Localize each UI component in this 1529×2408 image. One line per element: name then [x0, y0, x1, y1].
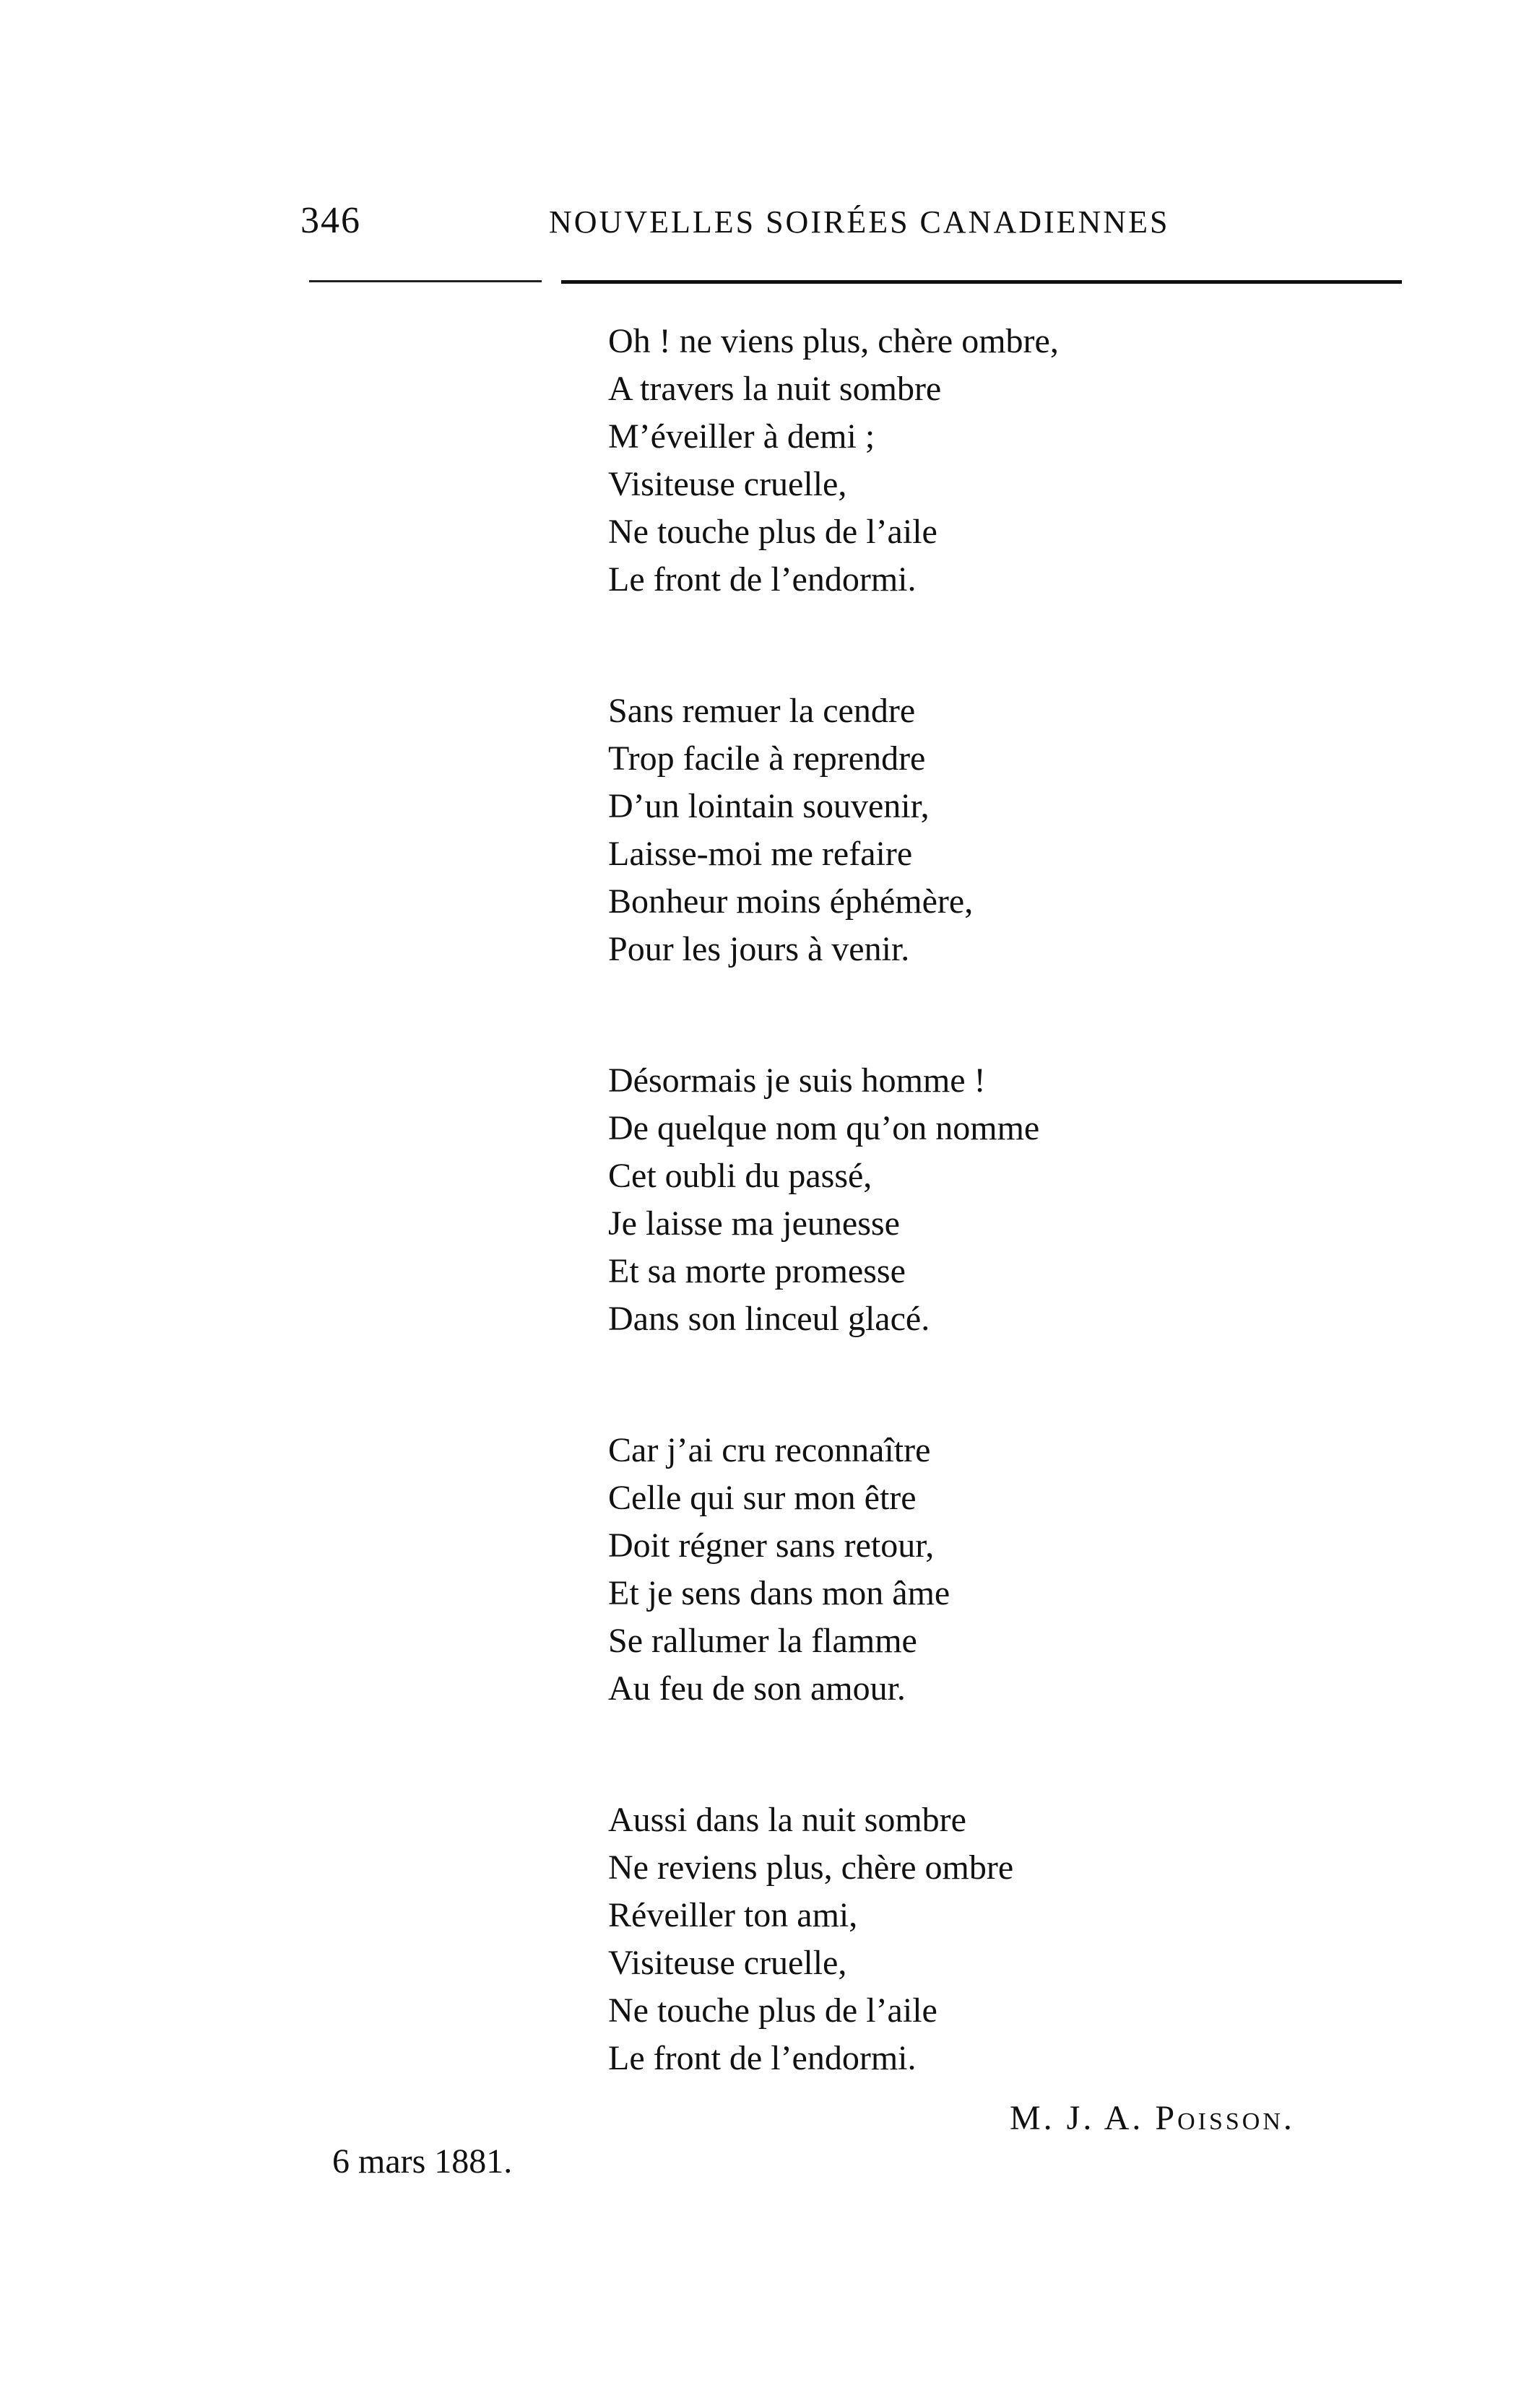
author-surname: Poisson.	[1155, 2099, 1295, 2137]
verse-line: Aussi dans la nuit sombre	[608, 1801, 966, 1839]
verse-line: Sans remuer la cendre	[608, 692, 916, 730]
author-initials: M. J. A.	[1010, 2099, 1144, 2137]
verse-line: Le front de l’endormi.	[608, 2039, 917, 2077]
verse-line: Je laisse ma jeunesse	[608, 1204, 900, 1243]
author-signature	[1010, 2097, 1295, 2140]
verse-line: Désormais je suis homme !	[608, 1061, 986, 1100]
verse-line: Laisse-moi me refaire	[608, 835, 913, 873]
verse-line: Dans son linceul glacé.	[608, 1300, 930, 1338]
verse-line: Visiteuse cruelle,	[608, 465, 847, 503]
stanza-5	[608, 1796, 1403, 2082]
verse-line: Trop facile à reprendre	[608, 739, 926, 778]
header-rule-right	[561, 280, 1402, 284]
verse-line: Pour les jours à venir.	[608, 930, 910, 968]
verse-line: M’éveiller à demi ;	[608, 417, 875, 456]
page-header	[0, 199, 1529, 257]
verse-line: Bonheur moins éphémère,	[608, 882, 974, 921]
stanza-3	[608, 1057, 1403, 1343]
verse-line: Doit régner sans retour,	[608, 1526, 935, 1565]
stanza-1	[608, 318, 1403, 604]
verse-line: Cet oubli du passé,	[608, 1157, 872, 1195]
verse-line: Ne touche plus de l’aile	[608, 513, 937, 551]
verse-line: Et je sens dans mon âme	[608, 1574, 950, 1612]
verse-line: Se rallumer la flamme	[608, 1622, 917, 1660]
verse-line: Car j’ai cru reconnaître	[608, 1431, 931, 1469]
verse-line: Ne reviens plus, chère ombre	[608, 1848, 1014, 1887]
verse-line: Réveiller ton ami,	[608, 1896, 858, 1934]
stanza-4	[608, 1427, 1403, 1713]
page-number: 346	[300, 200, 361, 241]
stanza-2	[608, 687, 1403, 973]
verse-line: Au feu de son amour.	[608, 1669, 906, 1708]
poem	[608, 318, 1403, 2166]
verse-line: Celle qui sur mon être	[608, 1479, 917, 1517]
header-rule-left	[309, 280, 542, 282]
verse-line: Le front de l’endormi.	[608, 560, 917, 599]
verse-line: D’un lointain souvenir,	[608, 787, 930, 825]
poem-date: 6 mars 1881.	[332, 2142, 513, 2181]
verse-line: Visiteuse cruelle,	[608, 1944, 847, 1982]
verse-line: Et sa morte promesse	[608, 1252, 906, 1290]
verse-line: Ne touche plus de l’aile	[608, 1991, 937, 2030]
verse-line: Oh ! ne viens plus, chère ombre,	[608, 322, 1059, 360]
verse-line: De quelque nom qu’on nomme	[608, 1109, 1040, 1147]
running-title: NOUVELLES SOIRÉES CANADIENNES	[549, 204, 1170, 240]
verse-line: A travers la nuit sombre	[608, 370, 942, 408]
